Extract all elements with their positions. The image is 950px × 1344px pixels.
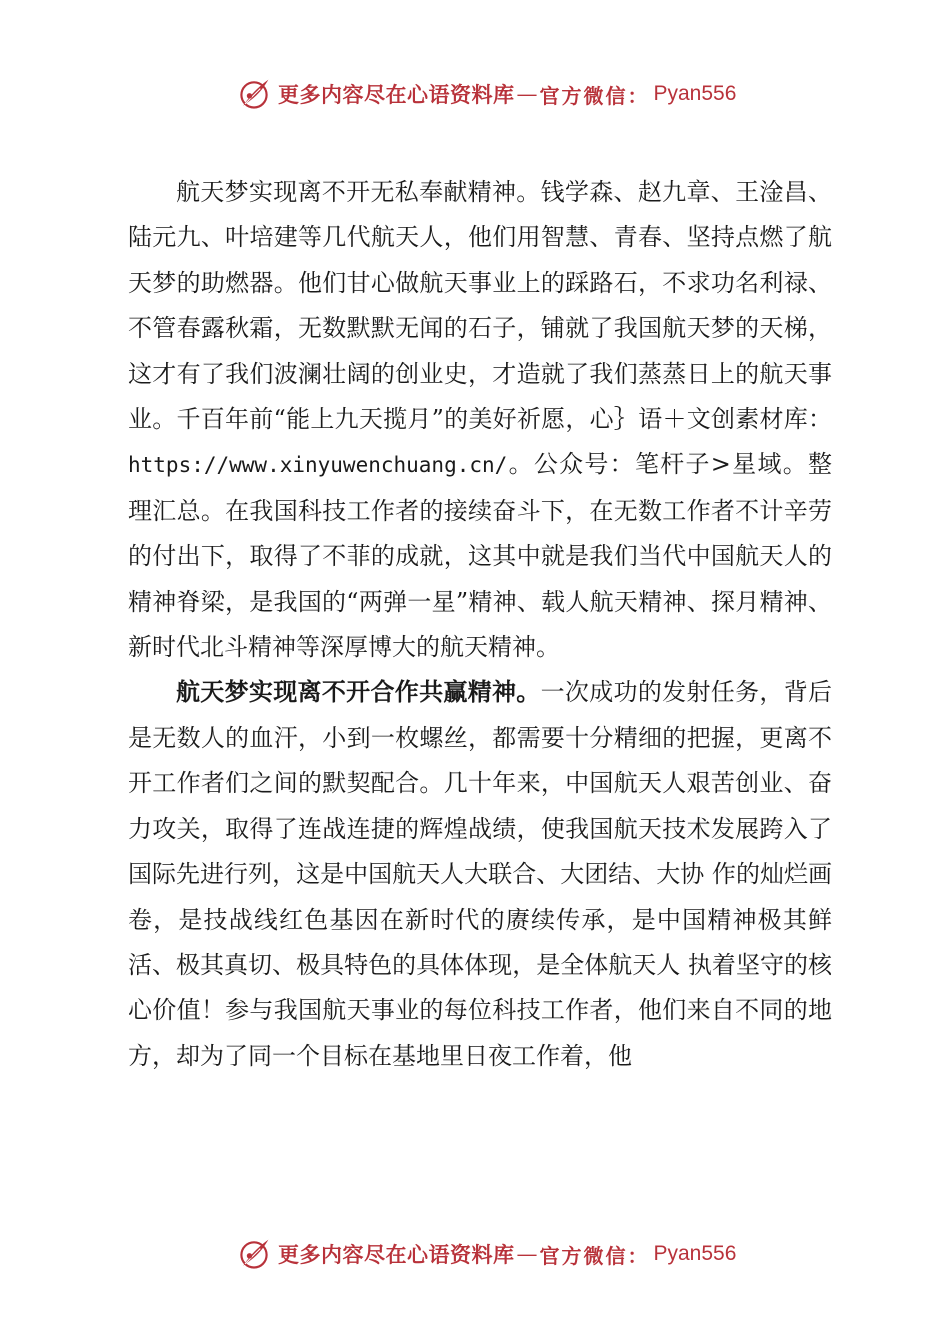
quill-logo-icon (236, 76, 272, 112)
resource-url-link[interactable]: https://www.xinyuwenchuang.cn/ (128, 453, 508, 478)
banner-separator: — (516, 1242, 538, 1266)
paragraph-2 (128, 670, 832, 1079)
banner-wechat-label: 官方微信： (539, 83, 650, 108)
paragraph-2-lead: 航天梦实现离不开合作共赢精神。 (176, 678, 541, 707)
paragraph-2-text: 一次成功的发射任务，背后是无数人的血汗，小到一枚螺丝，都需要十分精细的把握，更离不开工作者们之间的默契配合。几十年来，中国航天人艰苦创业、奋力攻关，取得了连战连捷的辉煌战绩，使我国航天技术发展跨入了国际先进行列，这是中国航天人大联合、大团结、大协 作的灿烂画卷，是技战线红色基因在新时代的赓续传承，是中国精神极其鲜活、极其真切、极具特色的具体体现，是全体航天人 执着坚守的核心价值！参与我国航天事业的每位科技工作者，他们来自不同的地方，却为了同一个目标在基地里日夜工作着，他 (128, 678, 833, 1070)
paragraph-1 (128, 170, 832, 670)
banner-wechat-id: Pyan556 (653, 1242, 737, 1265)
paragraph-1-text-b: 。公众号：笔杆子>星域。整理汇总。在我国科技工作者的接续奋斗下，在无数工作者不计辛劳的付出下，取得了不菲的成就，这其中就是我们当代中国航天人的精神脊梁，是我国的“两弹一星”精神、载人航天精神、探月精神、新时代北斗精神等深厚博大的航天精神。 (128, 450, 832, 662)
banner-wechat-label: 官方微信： (539, 1243, 650, 1268)
article-body (128, 170, 832, 1079)
footer-banner (236, 1234, 736, 1274)
header-banner (236, 74, 736, 114)
banner-text: 更多内容尽在心语资料库 (278, 82, 515, 107)
banner-text: 更多内容尽在心语资料库 (278, 1242, 515, 1267)
paragraph-1-text-a: 航天梦实现离不开无私奉献精神。钱学森、赵九章、王淦昌、陆元九、叶培建等几代航天人，他们用智慧、青春、坚持点燃了航天梦的助燃器。他们甘心做航天事业上的踩路石，不求功名利禄、不管春露秋霜，无数默默无闻的石子，铺就了我国航天梦的天梯，这才有了我们波澜壮阔的创业史，才造就了我们蒸蒸日上的航天事业。千百年前“能上九天揽月”的美好祈愿，心｝语＋文创素材库： (128, 178, 832, 434)
quill-logo-icon (236, 1236, 272, 1272)
banner-wechat-id: Pyan556 (653, 82, 737, 105)
banner-separator: — (516, 82, 538, 106)
